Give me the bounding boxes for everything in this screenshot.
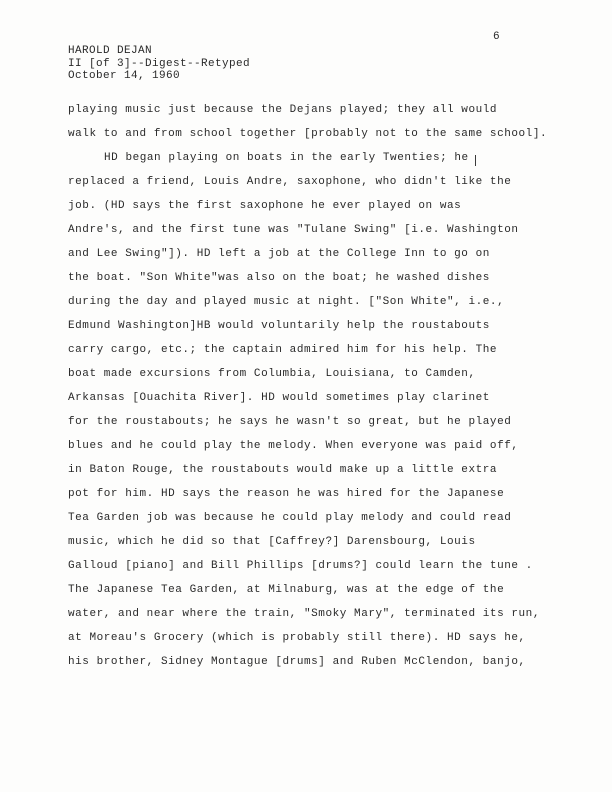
- body-line: at Moreau's Grocery (which is probably still there). HD says he,: [68, 632, 526, 644]
- body-line: replaced a friend, Louis Andre, saxophone, who didn't like the: [68, 176, 512, 188]
- text-cursor-mark: [475, 155, 476, 166]
- body-line: boat made excursions from Columbia, Louisiana, to Camden,: [68, 368, 476, 380]
- body-line: Edmund Washington]HB would voluntarily help the roustabouts: [68, 320, 490, 332]
- body-line: during the day and played music at night. ["Son White", i.e.,: [68, 296, 505, 308]
- body-line: The Japanese Tea Garden, at Milnaburg, was at the edge of the: [68, 584, 505, 596]
- body-line: his brother, Sidney Montague [drums] and Ruben McClendon, banjo,: [68, 656, 526, 668]
- body-line: music, which he did so that [Caffrey?] Darensbourg, Louis: [68, 536, 476, 548]
- body-line: Arkansas [Ouachita River]. HD would sometimes play clarinet: [68, 392, 490, 404]
- header-name: HAROLD DEJAN: [68, 45, 153, 57]
- body-line: job. (HD says the first saxophone he ever played on was: [68, 200, 462, 212]
- body-line: carry cargo, etc.; the captain admired him for his help. The: [68, 344, 498, 356]
- body-line: the boat. "Son White"was also on the boat; he washed dishes: [68, 272, 490, 284]
- body-line: playing music just because the Dejans played; they all would: [68, 104, 498, 116]
- page-number: 6: [493, 31, 500, 43]
- body-line: blues and he could play the melody. When everyone was paid off,: [68, 440, 519, 452]
- body-line: water, and near where the train, "Smoky Mary", terminated its run,: [68, 608, 540, 620]
- body-line: and Lee Swing"]). HD left a job at the College Inn to go on: [68, 248, 490, 260]
- body-line: walk to and from school together [probably not to the same school].: [68, 128, 548, 140]
- body-line: pot for him. HD says the reason he was hired for the Japanese: [68, 488, 505, 500]
- header-date: October 14, 1960: [68, 70, 181, 82]
- body-line: Galloud [piano] and Bill Phillips [drums?] could learn the tune .: [68, 560, 533, 572]
- body-line: HD began playing on boats in the early Twenties; he: [104, 152, 469, 164]
- body-line: Tea Garden job was because he could play melody and could read: [68, 512, 512, 524]
- body-line: in Baton Rouge, the roustabouts would make up a little extra: [68, 464, 498, 476]
- header-reel: II [of 3]--Digest--Retyped: [68, 58, 251, 70]
- body-line: for the roustabouts; he says he wasn't so great, but he played: [68, 416, 512, 428]
- body-line: Andre's, and the first tune was "Tulane Swing" [i.e. Washington: [68, 224, 519, 236]
